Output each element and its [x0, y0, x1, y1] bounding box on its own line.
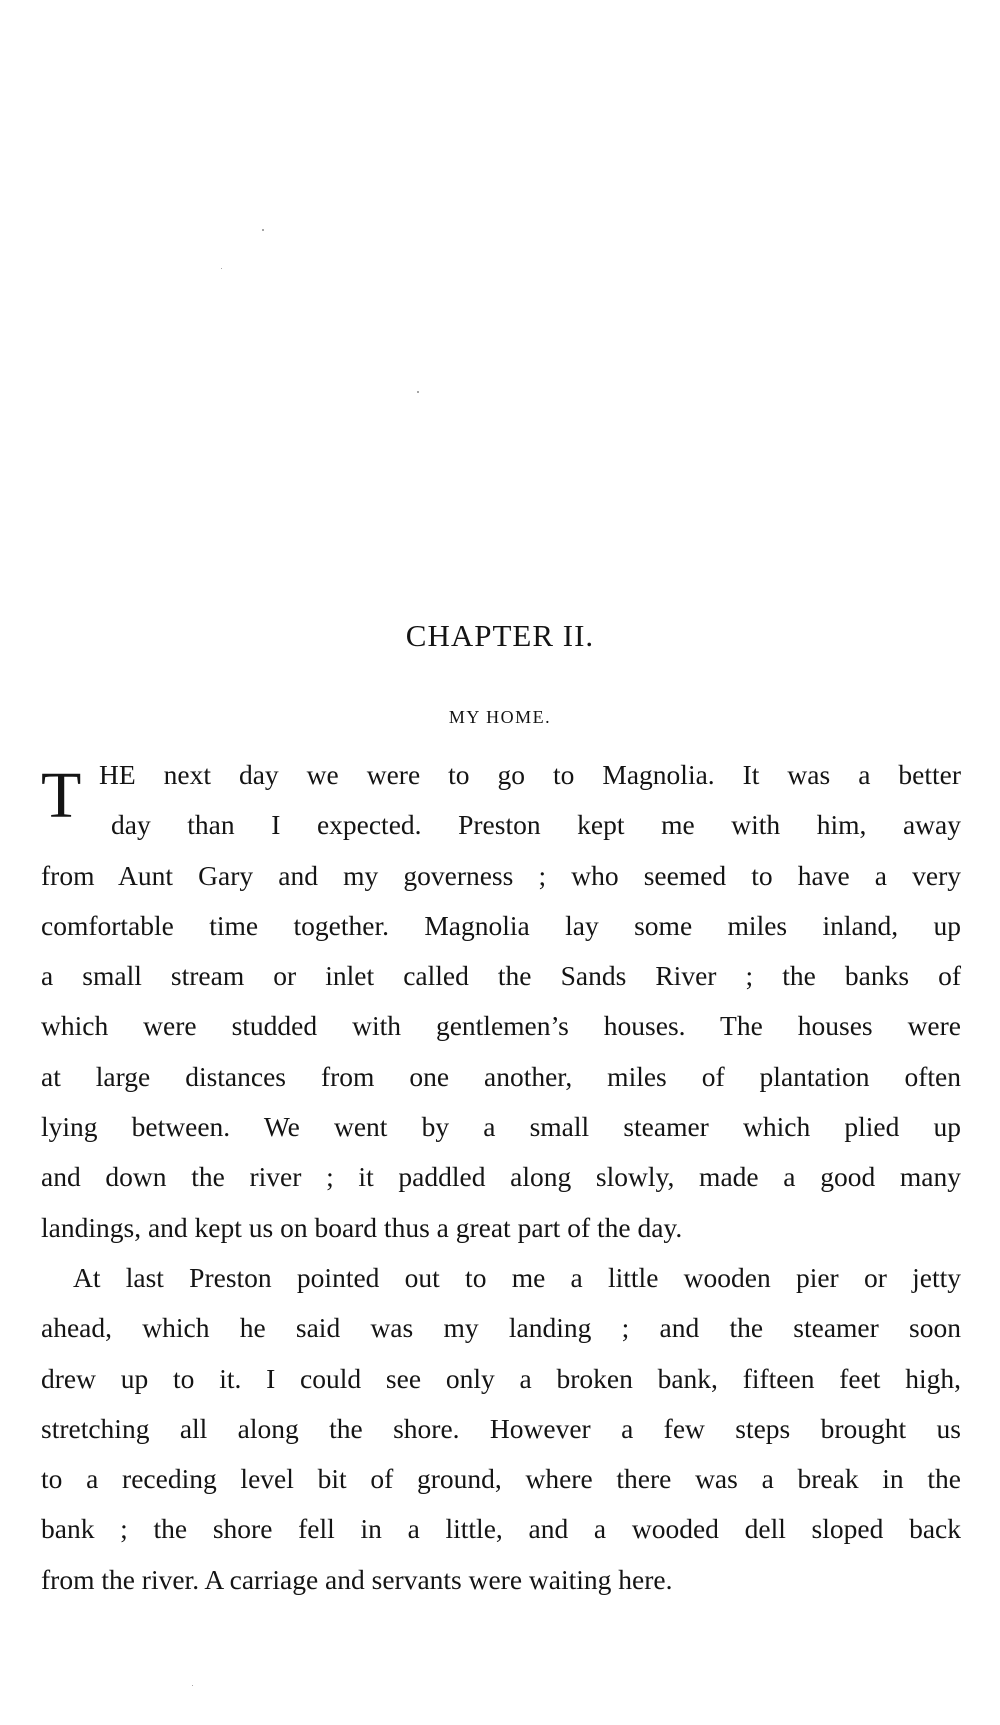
text-line: ahead, which he said was my landing ; and the steamer soon	[41, 1312, 961, 1344]
text-line: lying between. We went by a small steamer which plied up	[41, 1111, 961, 1143]
paper-speck	[417, 391, 419, 393]
paper-speck	[221, 268, 222, 269]
text-line: to a receding level bit of ground, where there was a break in the	[41, 1463, 961, 1495]
paragraph-2	[41, 1253, 961, 1605]
text-line: bank ; the shore fell in a little, and a wooded dell sloped back	[41, 1513, 961, 1545]
paper-speck	[192, 1685, 193, 1686]
text-line: comfortable time together. Magnolia lay some miles inland, up	[41, 909, 961, 941]
text-line: from the river. A carriage and servants were waiting here.	[41, 1563, 673, 1595]
text-line: HE next day we were to go to Magnolia. It was a better	[99, 759, 961, 790]
text-line: at large distances from one another, miles of plantation often	[41, 1060, 961, 1092]
chapter-title: CHAPTER II.	[405, 618, 595, 653]
text-line: from Aunt Gary and my governess ; who seemed to have a very	[41, 859, 961, 891]
chapter-subtitle: MY HOME.	[448, 707, 552, 727]
text-line: and down the river ; it paddled along slowly, made a good many	[41, 1161, 961, 1193]
text-line: a small stream or inlet called the Sands River ; the banks of	[41, 960, 961, 992]
text-line: day than I expected. Preston kept me with him, away	[111, 809, 961, 841]
text-line: stretching all along the shore. However a few steps brought us	[41, 1412, 961, 1444]
paper-speck	[262, 229, 264, 231]
drop-cap: T	[41, 759, 82, 832]
paragraph-1	[41, 750, 961, 1253]
text-line: At last Preston pointed out to me a little wooden pier or jetty	[73, 1261, 961, 1293]
text-line: landings, and kept us on board thus a great part of the day.	[41, 1211, 683, 1243]
text-line: which were studded with gentlemen’s houses. The houses were	[41, 1010, 961, 1042]
body-text	[41, 750, 961, 1605]
text-line: drew up to it. I could see only a broken bank, fifteen feet high,	[41, 1362, 961, 1394]
